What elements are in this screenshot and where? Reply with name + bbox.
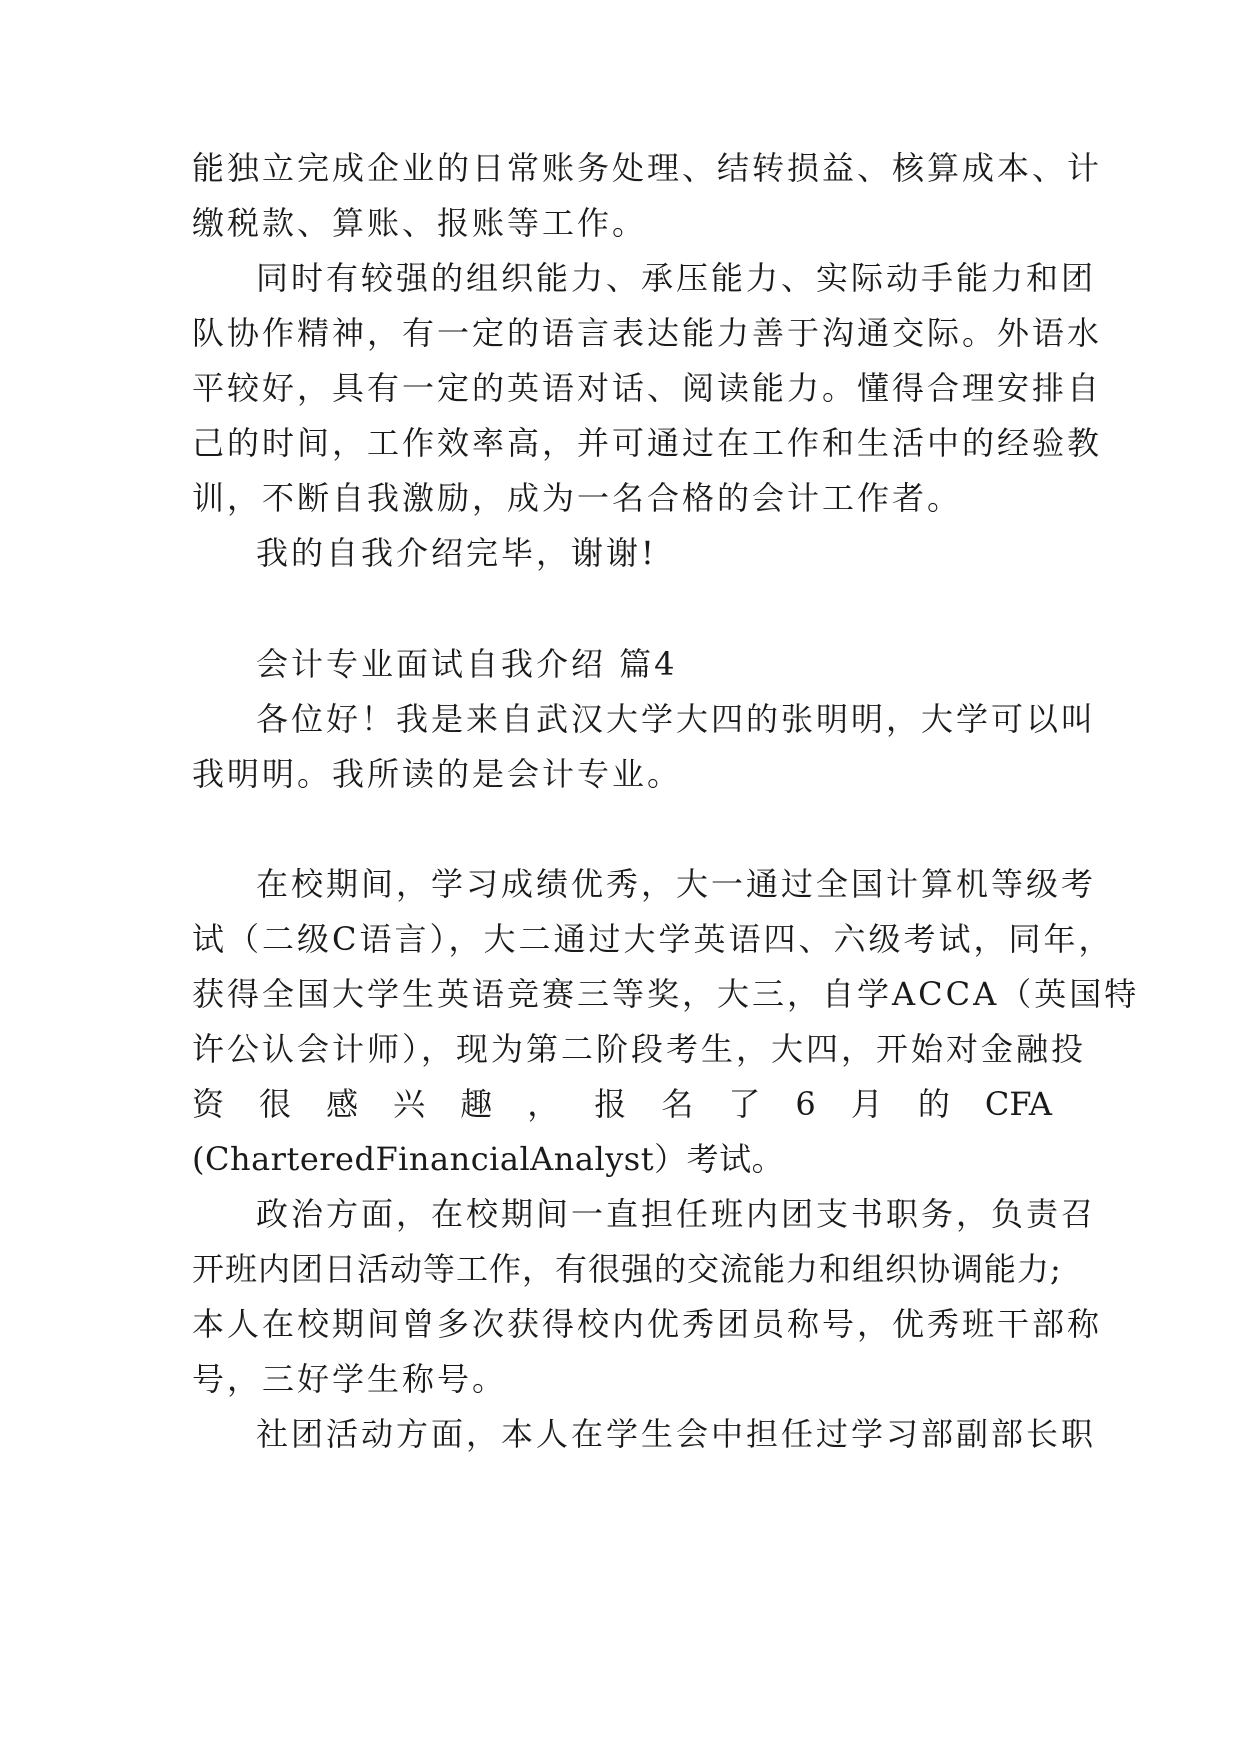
text-line: 同时有较强的组织能力、承压能力、实际动手能力和团 bbox=[256, 259, 1097, 297]
text-line: 我明明。我所读的是会计专业。 bbox=[192, 755, 683, 793]
text-line: 队协作精神，有一定的语言表达能力善于沟通交际。外语水 bbox=[192, 314, 1103, 352]
text-line: 政治方面，在校期间一直担任班内团支书职务，负责召 bbox=[256, 1195, 1097, 1233]
word: CFA bbox=[984, 1085, 1052, 1123]
text-line: 获得全国大学生英语竞赛三等奖，大三，自学ACCA（英国特 bbox=[192, 975, 1140, 1013]
word: 名 bbox=[661, 1085, 694, 1123]
text-line: 本人在校期间曾多次获得校内优秀团员称号，优秀班干部称 bbox=[192, 1305, 1103, 1343]
word: 了 bbox=[728, 1085, 761, 1123]
word: 报 bbox=[594, 1085, 627, 1123]
word: 兴 bbox=[393, 1085, 426, 1123]
word: ， bbox=[527, 1085, 560, 1123]
text-line: 许公认会计师），现为第二阶段考生，大四，开始对金融投 bbox=[192, 1030, 1087, 1068]
text-line: (CharteredFinancialAnalyst）考试。 bbox=[192, 1140, 785, 1178]
word: 很 bbox=[259, 1085, 292, 1123]
word: 6 bbox=[795, 1085, 816, 1123]
text-line: 己的时间，工作效率高，并可通过在工作和生活中的经验教 bbox=[192, 424, 1103, 462]
text-line: 平较好，具有一定的英语对话、阅读能力。懂得合理安排自 bbox=[192, 369, 1103, 407]
text-line: 号，三好学生称号。 bbox=[192, 1360, 508, 1398]
word: 资 bbox=[192, 1085, 225, 1123]
text-line: 我的自我介绍完毕，谢谢! bbox=[256, 534, 657, 572]
text-line: 能独立完成企业的日常账务处理、结转损益、核算成本、计 bbox=[192, 149, 1103, 187]
word: 月 bbox=[850, 1085, 883, 1123]
text-line: 训，不断自我激励，成为一名合格的会计工作者。 bbox=[192, 479, 963, 517]
text-line: 试（二级C语言），大二通过大学英语四、六级考试，同年， bbox=[192, 920, 1114, 958]
word: 感 bbox=[326, 1085, 359, 1123]
section-heading: 会计专业面试自我介绍 篇4 bbox=[256, 645, 678, 683]
text-line: 开班内团日活动等工作，有很强的交流能力和组织协调能力; bbox=[192, 1250, 1062, 1288]
word: 的 bbox=[917, 1085, 950, 1123]
text-line: 缴税款、算账、报账等工作。 bbox=[192, 204, 648, 242]
word: 趣 bbox=[460, 1085, 493, 1123]
text-line: 在校期间，学习成绩优秀，大一通过全国计算机等级考 bbox=[256, 865, 1097, 903]
text-line: 各位好！我是来自武汉大学大四的张明明，大学可以叫 bbox=[256, 700, 1097, 738]
justified-text-line bbox=[192, 1084, 1052, 1124]
text-line: 社团活动方面，本人在学生会中担任过学习部副部长职 bbox=[256, 1415, 1097, 1453]
